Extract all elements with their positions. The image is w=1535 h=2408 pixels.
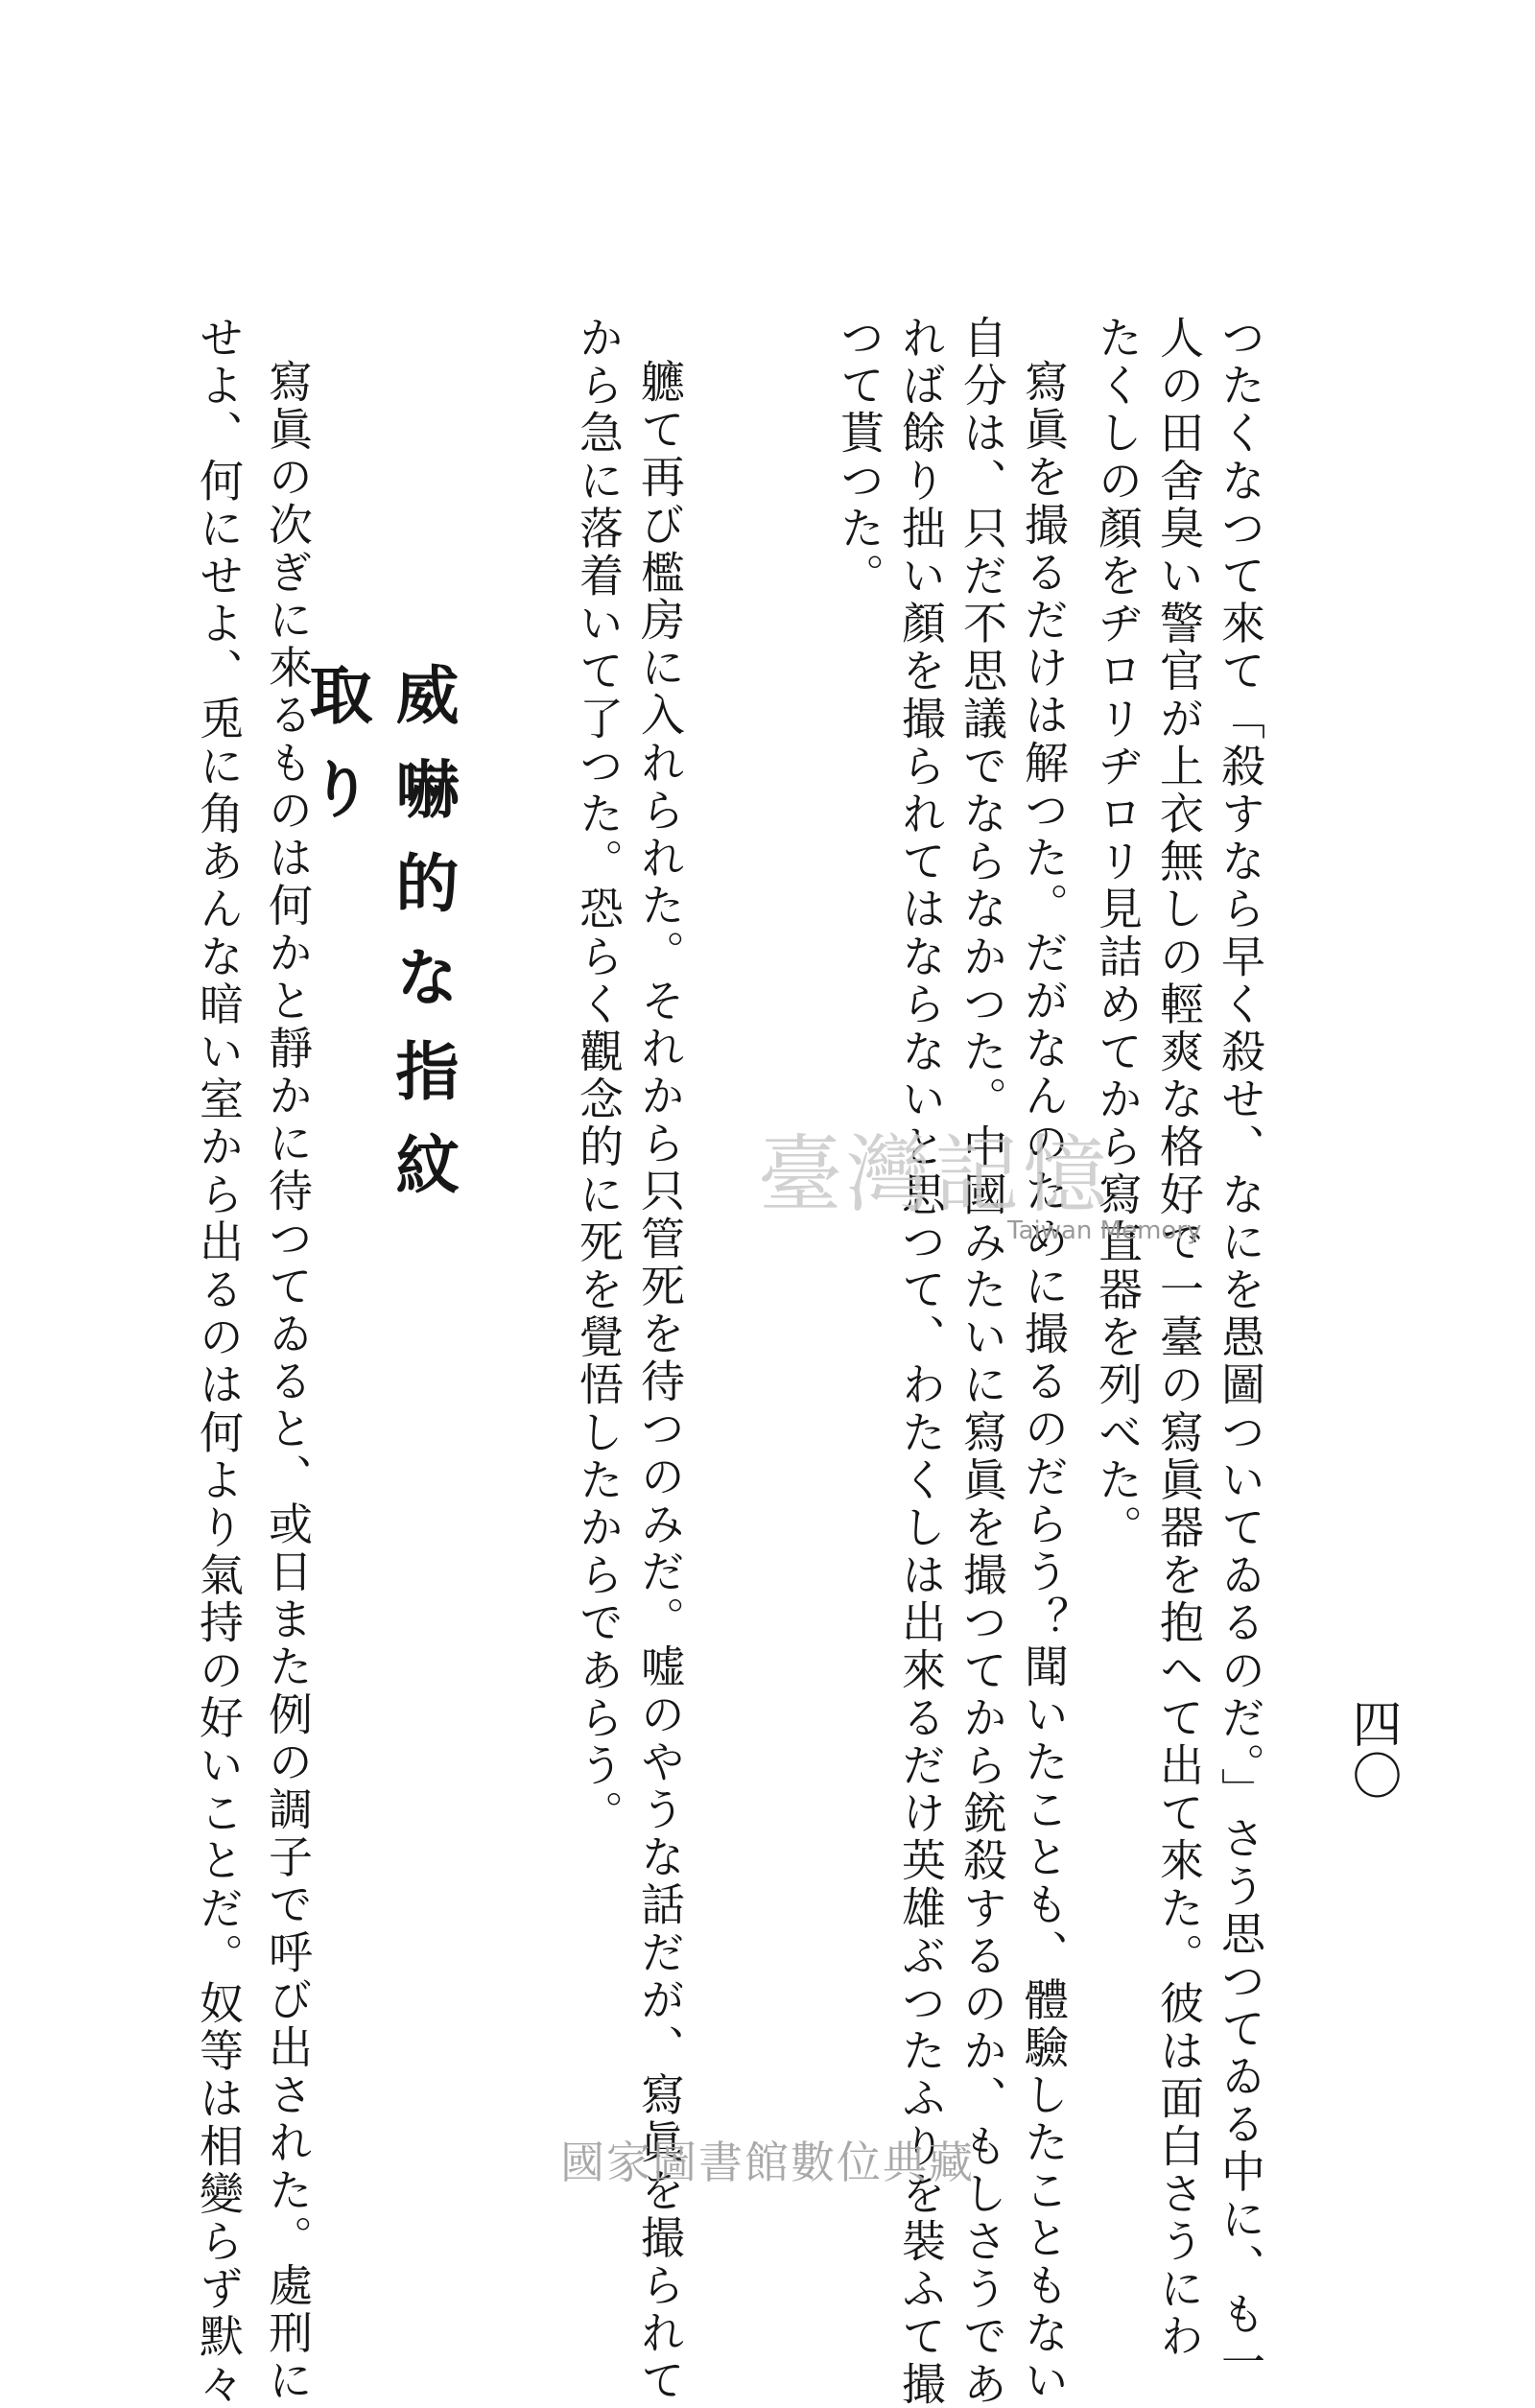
text-line: たくしの顏をヂロリヂロリ見詰めてから寫直器を列べた。 bbox=[1092, 315, 1144, 1552]
text-line: 自分は、只だ不思議でならなかつた。中國みたいに寫眞を撮つてから銃殺するのか、もしさうであ bbox=[956, 315, 1008, 2408]
section-heading: 威嚇的な指紋取り bbox=[298, 662, 460, 1226]
text-line: 寫眞を撮るだけは解つた。だがなんのために撮るのだらう？聞いたことも、體驗したこともない bbox=[1018, 359, 1070, 2405]
text-line: 軈て再び檻房に入れられた。それから只管死を待つのみだ。嘘のやうな話だが、寫眞を撮られて bbox=[634, 359, 686, 2405]
text-line: 寫眞の次ぎに來るものは何かと靜かに待つてゐると、或日また例の調子で呼び出された。處刑に bbox=[262, 359, 314, 2405]
watermark-logo: 臺灣記憶 bbox=[758, 1125, 1112, 1224]
text-line: から急に落着いて了つた。恐らく觀念的に死を覺悟したからであらう。 bbox=[573, 315, 625, 1838]
text-line: つて貰つた。 bbox=[834, 315, 886, 601]
watermark-subtext: Taiwan Memory bbox=[1007, 1216, 1202, 1245]
text-line: れば餘り拙い顏を撮られてはならないと思つて、わたくしは出來るだけ英雄ぶつたふりを裝ふて撮 bbox=[895, 315, 947, 2408]
text-line: せよ、何にせよ、兎に角あんな暗い室から出るのは何より氣持の好いことだ。奴等は相變らず默々 bbox=[193, 315, 245, 2408]
page-number: 四〇 bbox=[1343, 1698, 1401, 1802]
text-line: 人の田舍臭い警官が上衣無しの輕爽な格好で一臺の寫眞器を抱へて出て來た。彼は面白さうにわ bbox=[1153, 315, 1205, 2361]
footer-attribution: 國家圖書館數位典藏 bbox=[560, 2137, 975, 2188]
text-line: つたくなつて來て「殺すなら早く殺せ、なにを愚圖ついてゐるのだ。」さう思つてゐる中に、も一 bbox=[1215, 315, 1266, 2387]
